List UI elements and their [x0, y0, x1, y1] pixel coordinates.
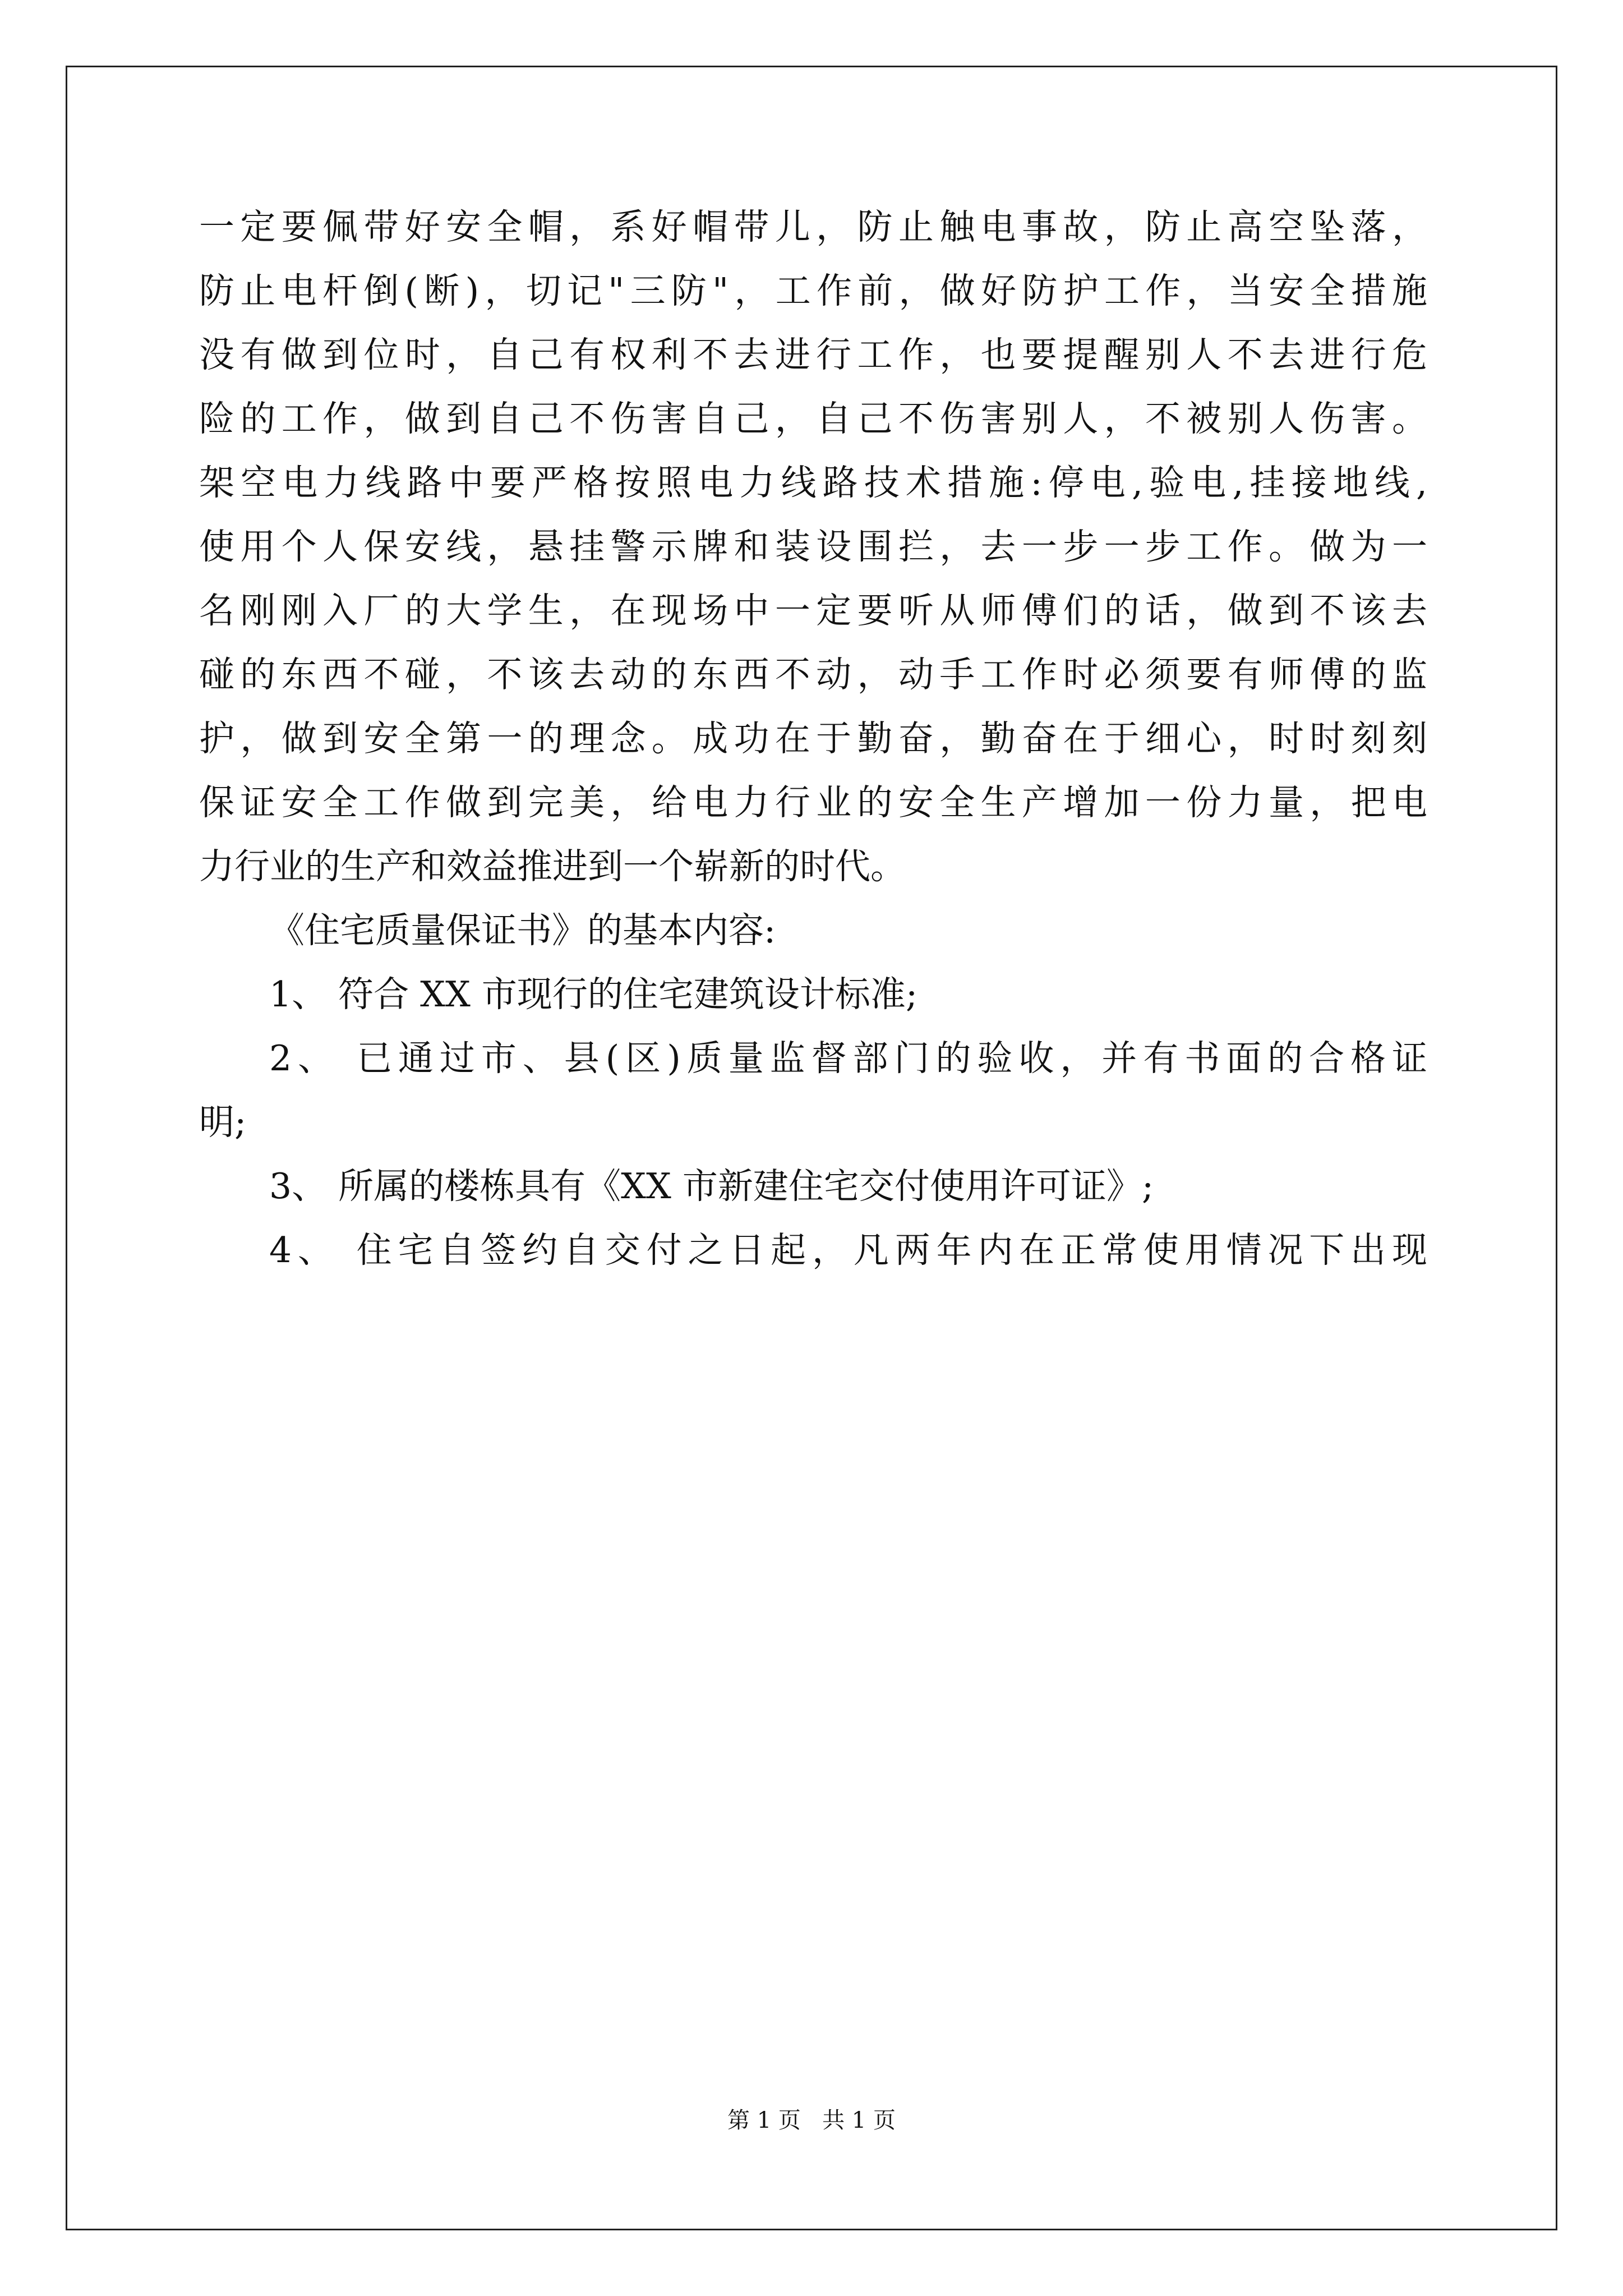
paragraph-line: 防止电杆倒(断)，切记"三防"，工作前，做好防护工作，当安全措施 [199, 270, 1427, 311]
document-body [199, 195, 1427, 1282]
list-item-3: 3、 所属的楼栋具有《XX 市新建住宅交付使用许可证》; [269, 1166, 1154, 1207]
paragraph-line: 力行业的生产和效益推进到一个崭新的时代。 [199, 846, 906, 887]
paragraph-line: 险的工作，做到自己不伤害自己，自己不伤害别人，不被别人伤害。 [199, 398, 1427, 439]
list-item-2-line-1: 2、 已通过市、县(区)质量监督部门的验收，并有书面的合格证 [269, 1038, 1427, 1079]
paragraph-line: 使用个人保安线，悬挂警示牌和装设围拦，去一步一步工作。做为一 [199, 526, 1427, 567]
list-item-2-line-2: 明; [199, 1102, 247, 1143]
page-footer: 第 1 页 共 1 页 [727, 2108, 896, 2133]
paragraph-line: 没有做到位时，自己有权利不去进行工作，也要提醒别人不去进行危 [199, 334, 1427, 375]
paragraph-line: 保证安全工作做到完美，给电力行业的安全生产增加一份力量，把电 [199, 782, 1427, 823]
paragraph-line: 碰的东西不碰，不该去动的东西不动，动手工作时必须要有师傅的监 [199, 654, 1427, 695]
list-item-4: 4、 住宅自签约自交付之日起，凡两年内在正常使用情况下出现 [269, 1230, 1427, 1271]
paragraph-line: 架空电力线路中要严格按照电力线路技术措施:停电,验电,挂接地线, [199, 462, 1427, 503]
section-heading: 《住宅质量保证书》的基本内容: [269, 910, 776, 951]
paragraph-line: 一定要佩带好安全帽，系好帽带儿，防止触电事故，防止高空坠落， [199, 206, 1427, 247]
paragraph-line: 护，做到安全第一的理念。成功在于勤奋，勤奋在于细心，时时刻刻 [199, 718, 1427, 759]
paragraph-line: 名刚刚入厂的大学生，在现场中一定要听从师傅们的话，做到不该去 [199, 590, 1427, 631]
list-item-1: 1、 符合 XX 市现行的住宅建筑设计标准; [269, 974, 918, 1015]
